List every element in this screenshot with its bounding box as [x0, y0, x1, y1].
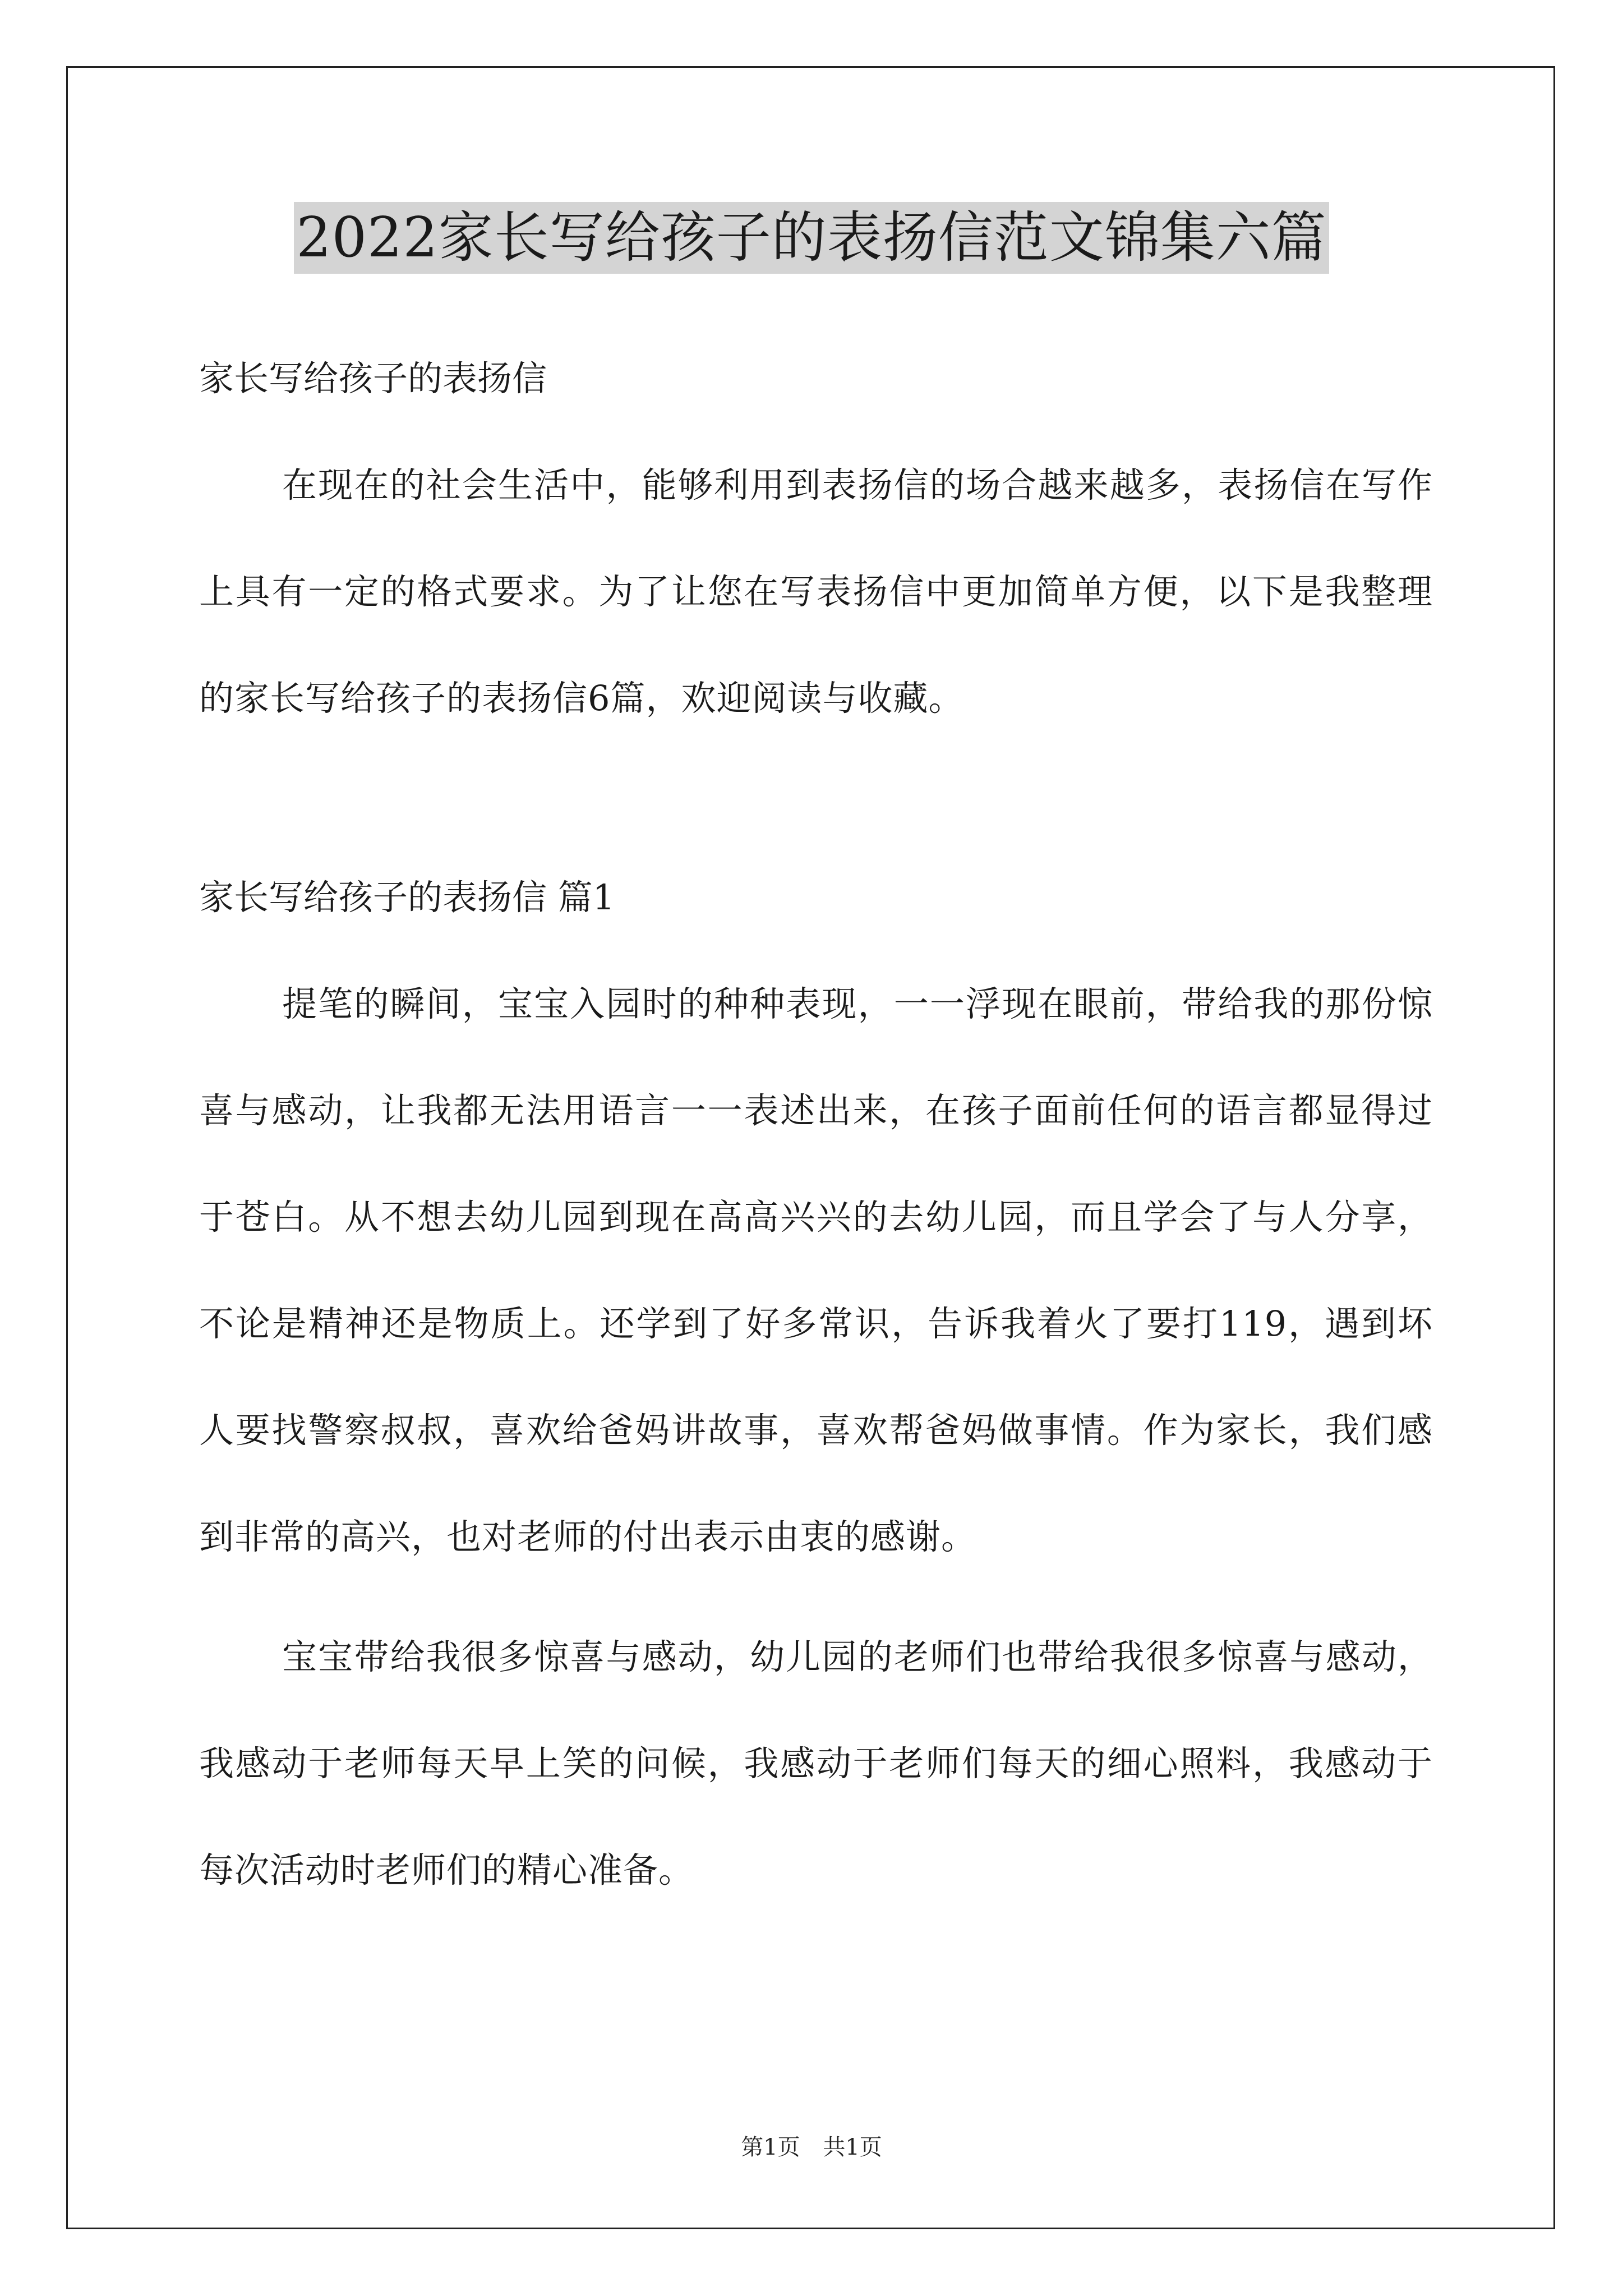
section-paragraph: 提笔的瞬间，宝宝入园时的种种表现，一一浮现在眼前，带给我的那份惊喜与感动，让我都无法用语言一一表述出来，在孩子面前任何的语言都显得过于苍白。从不想去幼儿园到现在高高兴兴的去幼儿园，而且学会了与人分享，不论是精神还是物质上。还学到了好多常识，告诉我着火了要打119，遇到坏人要找警察叔叔，喜欢给爸妈讲故事，喜欢帮爸妈做事情。作为家长，我们感到非常的高兴，也对老师的付出表示由衷的感谢。	[199, 983, 1433, 1557]
document-body	[199, 348, 1433, 1924]
intro-heading: 家长写给孩子的表扬信	[199, 358, 547, 399]
intro-paragraph: 在现在的社会生活中，能够利用到表扬信的场合越来越多，表扬信在写作上具有一定的格式要求。为了让您在写表扬信中更加简单方便，以下是我整理的家长写给孩子的表扬信6篇，欢迎阅读与收藏。	[199, 464, 1433, 719]
title-container	[0, 202, 1623, 274]
page-number-total: 共1页	[823, 2134, 882, 2160]
document-title: 2022家长写给孩子的表扬信范文锦集六篇	[294, 202, 1329, 274]
section-heading: 家长写给孩子的表扬信 篇1	[199, 877, 615, 918]
page-footer	[0, 2132, 1623, 2163]
page-number-current: 第1页	[741, 2134, 800, 2160]
section-paragraph: 宝宝带给我很多惊喜与感动，幼儿园的老师们也带给我很多惊喜与感动，我感动于老师每天早上笑的问候，我感动于老师们每天的细心照料，我感动于每次活动时老师们的精心准备。	[199, 1636, 1433, 1890]
